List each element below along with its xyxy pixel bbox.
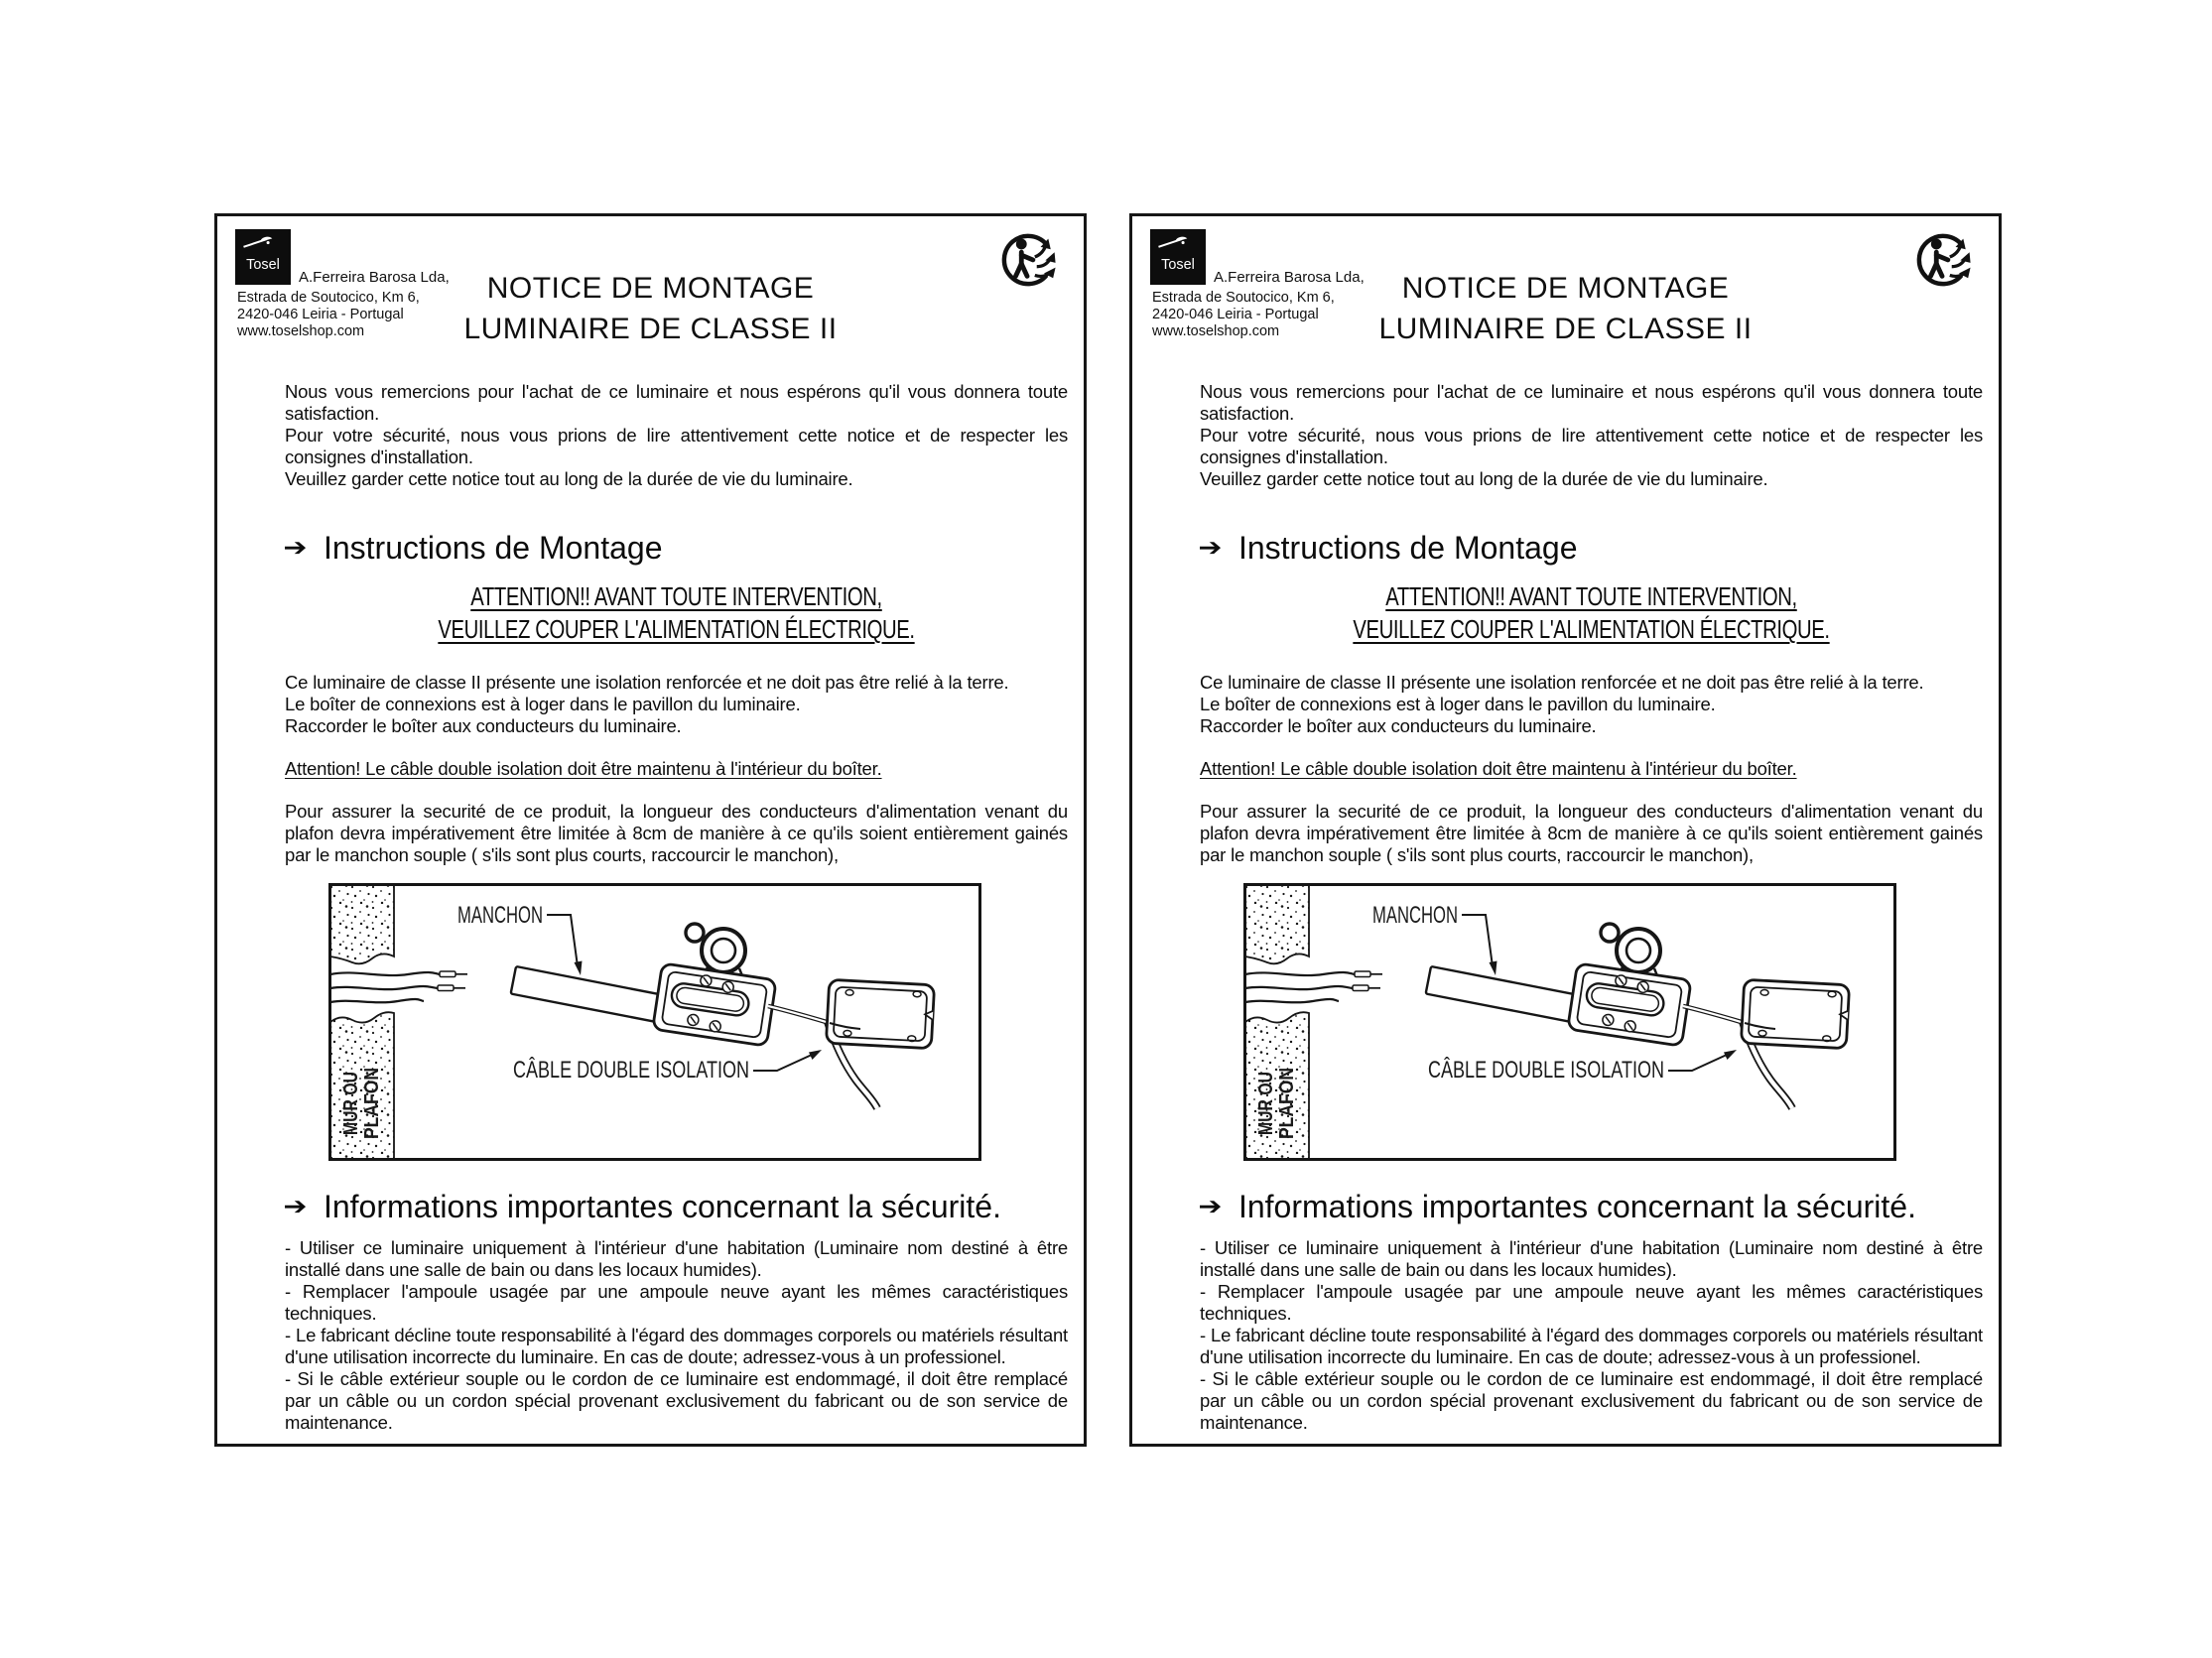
cover-plate [1741,979,1849,1048]
warning-banner [1200,580,1983,646]
section-heading-montage [285,530,1068,567]
document-body [217,381,1084,1434]
address-line-1: Estrada de Soutocico, Km 6, [237,290,420,306]
safety-information-list [285,1237,1068,1434]
instruction-line-2: Le boîter de connexions est à loger dans le pavillon du luminaire. [1200,694,1716,714]
arrow-bullet-icon: ➔ [283,1193,308,1220]
safety-item-2: - Remplacer l'ampoule usagée par une ampoule neuve ayant les mêmes caractéristiques techniques. [1200,1281,1983,1324]
logo-brand-text: Tosel [1161,256,1195,273]
notice-document [214,213,1087,1447]
document-header [1132,216,1999,375]
intro-paragraph-1: Nous vous remercions pour l'achat de ce luminaire et nous espérons qu'il vous donnera toute satisfaction. [285,381,1068,424]
triman-recycling-icon [1915,228,1973,288]
section-heading-securite-label: Informations importantes concernant la sécurité. [323,1189,1001,1224]
wall-label-line-1: MUR OU [340,1054,362,1135]
instruction-line-1: Ce luminaire de classe II présente une isolation renforcée et ne doit pas être relié à la terre. [285,672,1009,693]
safety-item-4: - Si le câble extérieur souple ou le cordon de ce luminaire est endommagé, il doit être remplacé par un câble ou un cordon spécial provenant exclusivement du fabricant ou de son service de maintenance. [285,1368,1068,1433]
address-line-2: 2420-046 Leiria - Portugal [1152,307,1319,322]
warning-line-1: ATTENTION!! AVANT TOUTE INTERVENTION, [1385,581,1797,611]
manchon-label: MANCHON [457,902,543,929]
safety-item-1: - Utiliser ce luminaire uniquement à l'intérieur d'une habitation (Luminaire nom destiné à être installé dans une salle de bain ou dans les locaux humides). [285,1237,1068,1280]
title-line-2: LUMINAIRE DE CLASSE II [1378,313,1753,345]
section-heading-montage [1200,530,1983,567]
attention-note: Attention! Le câble double isolation doit être maintenu à l'intérieur du boîter. [1200,758,1797,779]
document-title [1132,268,1999,349]
intro-paragraph-1: Nous vous remercions pour l'achat de ce luminaire et nous espérons qu'il vous donnera toute satisfaction. [1200,381,1983,424]
section-heading-securite [1200,1189,1983,1225]
warning-line-2: VEUILLEZ COUPER L'ALIMENTATION ÉLECTRIQUE. [438,614,915,644]
section-heading-securite [285,1189,1068,1225]
wall-label-line-2: PLAFON [361,1057,383,1139]
wall-label-line-2: PLAFON [1276,1057,1298,1139]
intro-paragraph-2: Pour votre sécurité, nous vous prions de lire attentivement cette notice et de respecter les consignes d'installation. [285,425,1068,467]
section-heading-securite-label: Informations importantes concernant la sécurité. [1237,1189,1916,1224]
safety-length-paragraph: Pour assurer la securité de ce produit, la longueur des conducteurs d'alimentation venant du plafon devra impérativement être limitée à 8cm de manière à ce qu'ils soient entièrement gainés par le manchon souple ( s'ils sont plus courts, raccourcir le manchon), [1200,801,1983,865]
instruction-line-3: Raccorder le boîter aux conducteurs du luminaire. [1200,715,1597,736]
safety-item-1: - Utiliser ce luminaire uniquement à l'intérieur d'une habitation (Luminaire nom destiné à être installé dans une salle de bain ou dans les locaux humides). [1200,1237,1983,1280]
safety-item-4: - Si le câble extérieur souple ou le cordon de ce luminaire est endommagé, il doit être remplacé par un câble ou un cordon spécial provenant exclusivement du fabricant ou de son service de maintenance. [1200,1368,1983,1433]
montage-instructions [285,672,1068,737]
manchon-label: MANCHON [1372,902,1458,929]
company-name: A.Ferreira Barosa Lda, [299,269,450,286]
document-header [217,216,1084,375]
intro-paragraphs [1200,381,1983,490]
intro-paragraph-3: Veuillez garder cette notice tout au long de la durée de vie du luminaire. [1200,468,1768,489]
instruction-line-3: Raccorder le boîter aux conducteurs du luminaire. [285,715,682,736]
cable-label: CÂBLE DOUBLE ISOLATION [513,1057,749,1084]
wall-label [1255,1054,1298,1139]
safety-item-3: - Le fabricant décline toute responsabilité à l'égard des dommages corporels ou matériels résultant d'une utilisation incorrecte du luminaire. En cas de doute; adressez-vous à un professionel. [1200,1325,1983,1367]
wall-label-line-1: MUR OU [1255,1054,1277,1135]
installation-diagram [1243,883,1896,1161]
arrow-bullet-icon: ➔ [1198,1193,1223,1220]
instruction-line-1: Ce luminaire de classe II présente une isolation renforcée et ne doit pas être relié à la terre. [1200,672,1924,693]
section-heading-montage-label: Instructions de Montage [1237,530,1578,566]
intro-paragraph-2: Pour votre sécurité, nous vous prions de lire attentivement cette notice et de respecter les consignes d'installation. [1200,425,1983,467]
triman-recycling-icon [1000,228,1058,288]
title-line-1: NOTICE DE MONTAGE [486,272,815,305]
cover-plate [826,979,934,1048]
title-line-2: LUMINAIRE DE CLASSE II [463,313,838,345]
title-line-1: NOTICE DE MONTAGE [1401,272,1730,305]
section-heading-montage-label: Instructions de Montage [323,530,663,566]
safety-information-list [1200,1237,1983,1434]
instruction-line-2: Le boîter de connexions est à loger dans le pavillon du luminaire. [285,694,801,714]
address-line-1: Estrada de Soutocico, Km 6, [1152,290,1335,306]
document-title [217,268,1084,349]
montage-instructions [1200,672,1983,737]
warning-line-2: VEUILLEZ COUPER L'ALIMENTATION ÉLECTRIQUE. [1353,614,1830,644]
cable-label: CÂBLE DOUBLE ISOLATION [1428,1057,1664,1084]
safety-item-2: - Remplacer l'ampoule usagée par une ampoule neuve ayant les mêmes caractéristiques techniques. [285,1281,1068,1324]
company-name: A.Ferreira Barosa Lda, [1214,269,1365,286]
installation-diagram [328,883,981,1161]
attention-note: Attention! Le câble double isolation doit être maintenu à l'intérieur du boîter. [285,758,882,779]
intro-paragraph-3: Veuillez garder cette notice tout au long de la durée de vie du luminaire. [285,468,853,489]
safety-item-3: - Le fabricant décline toute responsabilité à l'égard des dommages corporels ou matériels résultant d'une utilisation incorrecte du luminaire. En cas de doute; adressez-vous à un professionel. [285,1325,1068,1367]
notice-document [1129,213,2002,1447]
arrow-bullet-icon: ➔ [283,534,308,562]
safety-length-paragraph: Pour assurer la securité de ce produit, la longueur des conducteurs d'alimentation venant du plafon devra impérativement être limitée à 8cm de manière à ce qu'ils soient entièrement gainés par le manchon souple ( s'ils sont plus courts, raccourcir le manchon), [285,801,1068,865]
intro-paragraphs [285,381,1068,490]
warning-banner [285,580,1068,646]
logo-brand-text: Tosel [246,256,280,273]
company-website: www.toselshop.com [237,323,365,339]
address-line-2: 2420-046 Leiria - Portugal [237,307,404,322]
document-body [1132,381,1999,1434]
arrow-bullet-icon: ➔ [1198,534,1223,562]
company-website: www.toselshop.com [1152,323,1280,339]
warning-line-1: ATTENTION!! AVANT TOUTE INTERVENTION, [470,581,882,611]
wall-label [340,1054,383,1139]
